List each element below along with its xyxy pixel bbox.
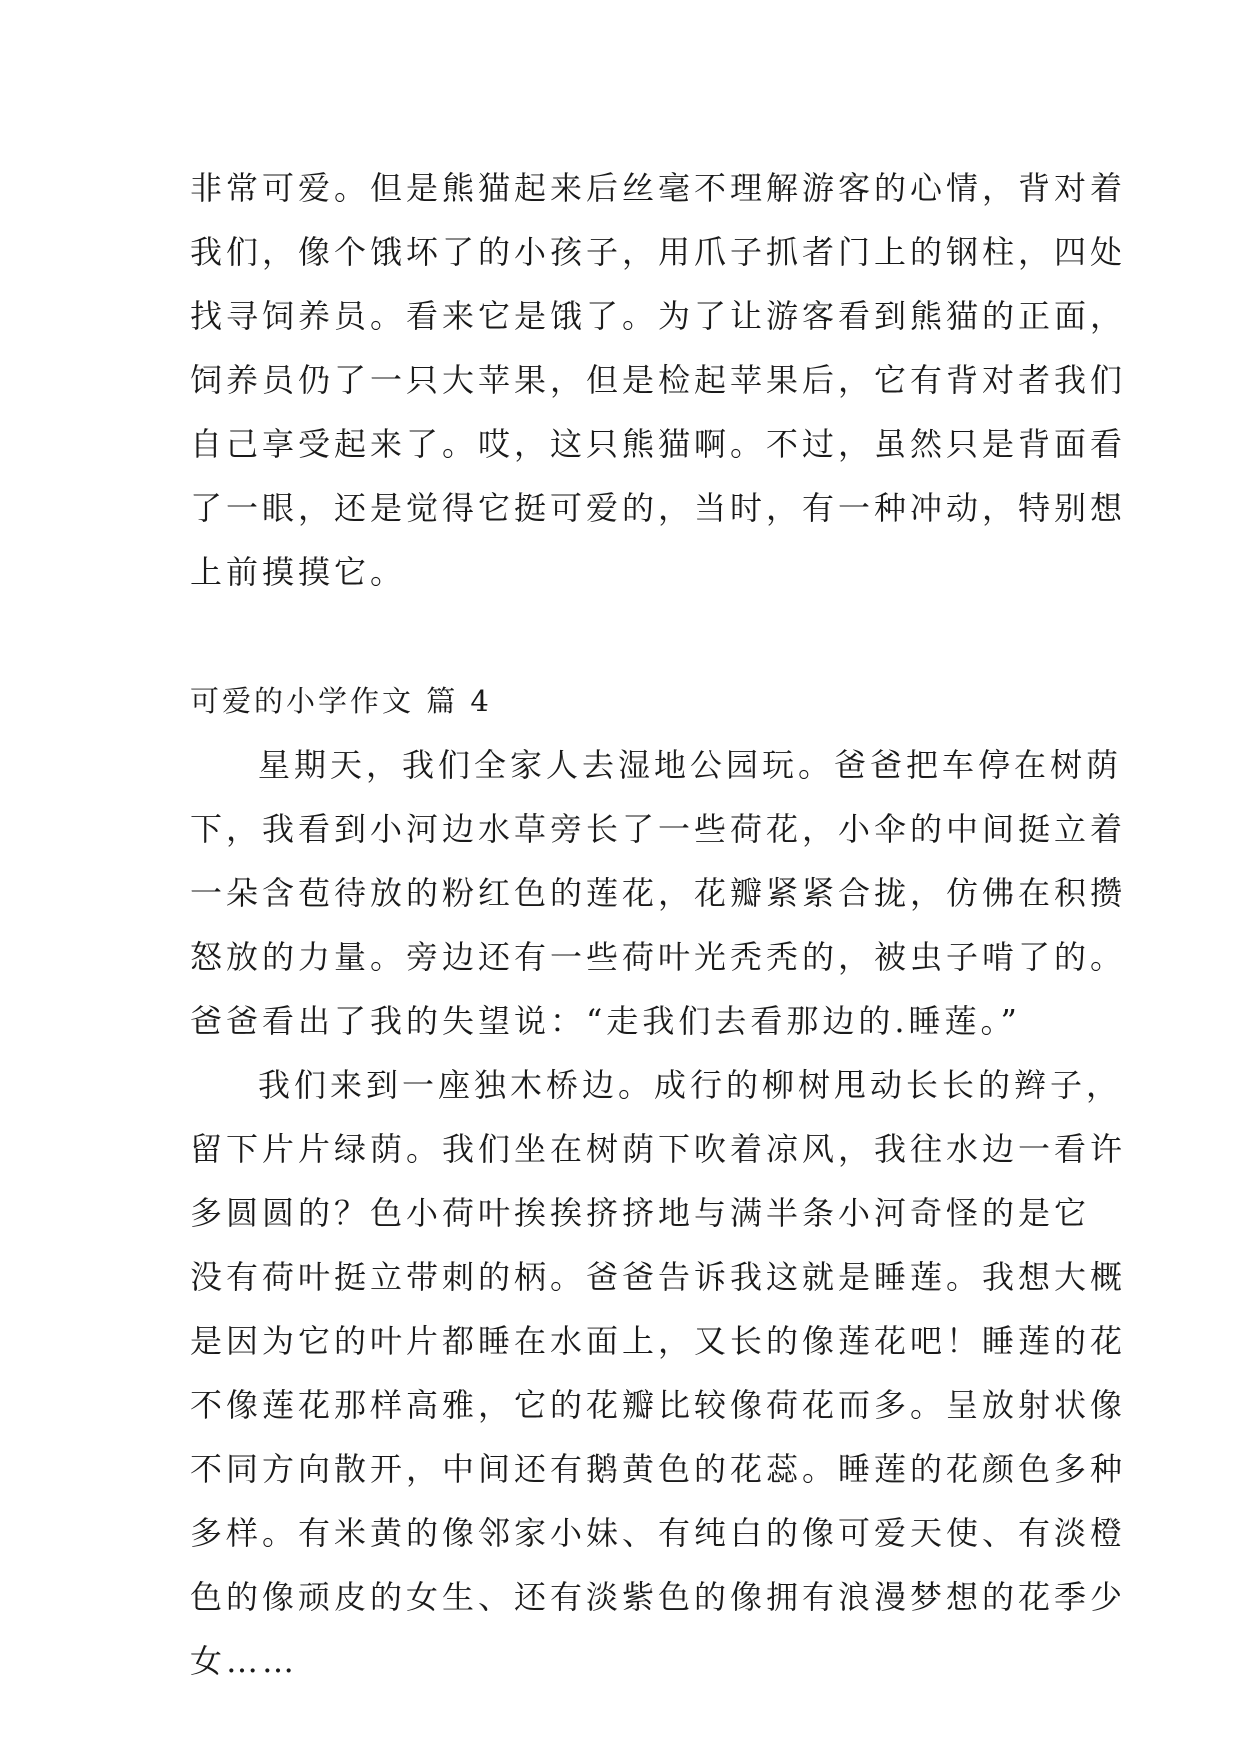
text-line: 下，我看到小河边水草旁长了一些荷花，小伞的中间挺立着 (190, 810, 1127, 848)
text-line: 没有荷叶挺立带刺的柄。爸爸告诉我这就是睡莲。我想大概 (190, 1258, 1127, 1296)
text-line: 是因为它的叶片都睡在水面上，又长的像莲花吧！睡莲的花 (190, 1322, 1127, 1360)
text-line: 色的像顽皮的女生、还有淡紫色的像拥有浪漫梦想的花季少 (190, 1578, 1127, 1616)
text-line: 非常可爱。但是熊猫起来后丝毫不理解游客的心情，背对着 (190, 169, 1127, 207)
text-line: 星期天，我们全家人去湿地公园玩。爸爸把车停在树荫 (258, 746, 1123, 784)
text-line: 多样。有米黄的像邻家小妹、有纯白的像可爱天使、有淡橙 (190, 1514, 1127, 1552)
text-line: 上前摸摸它。 (190, 553, 407, 591)
text-line: 一朵含苞待放的粉红色的莲花，花瓣紧紧合拢，仿佛在积攒 (190, 874, 1127, 912)
text-line: 了一眼，还是觉得它挺可爱的，当时，有一种冲动，特别想 (190, 489, 1127, 527)
text-line: 我们来到一座独木桥边。成行的柳树甩动长长的辫子， (258, 1066, 1123, 1104)
text-line: 找寻饲养员。看来它是饿了。为了让游客看到熊猫的正面， (190, 297, 1127, 335)
text-line: 爸爸看出了我的失望说：“走我们去看那边的.睡莲。” (190, 1002, 1021, 1040)
text-line: 多圆圆的？色小荷叶挨挨挤挤地与满半条小河奇怪的是它 (190, 1194, 1091, 1232)
text-line: 饲养员仍了一只大苹果，但是检起苹果后，它有背对者我们 (190, 361, 1127, 399)
section-heading: 可爱的小学作文 篇 4 (190, 684, 492, 718)
text-line: 自己享受起来了。哎，这只熊猫啊。不过，虽然只是背面看 (190, 425, 1127, 463)
text-line: 我们，像个饿坏了的小孩子，用爪子抓者门上的钢柱，四处 (190, 233, 1127, 271)
text-line: 不像莲花那样高雅，它的花瓣比较像荷花而多。呈放射状像 (190, 1386, 1127, 1424)
text-line: 不同方向散开，中间还有鹅黄色的花蕊。睡莲的花颜色多种 (190, 1450, 1127, 1488)
text-line: 怒放的力量。旁边还有一些荷叶光秃秃的，被虫子啃了的。 (190, 938, 1127, 976)
text-line: 女…… (190, 1642, 299, 1680)
text-line: 留下片片绿荫。我们坐在树荫下吹着凉风，我往水边一看许 (190, 1130, 1127, 1168)
